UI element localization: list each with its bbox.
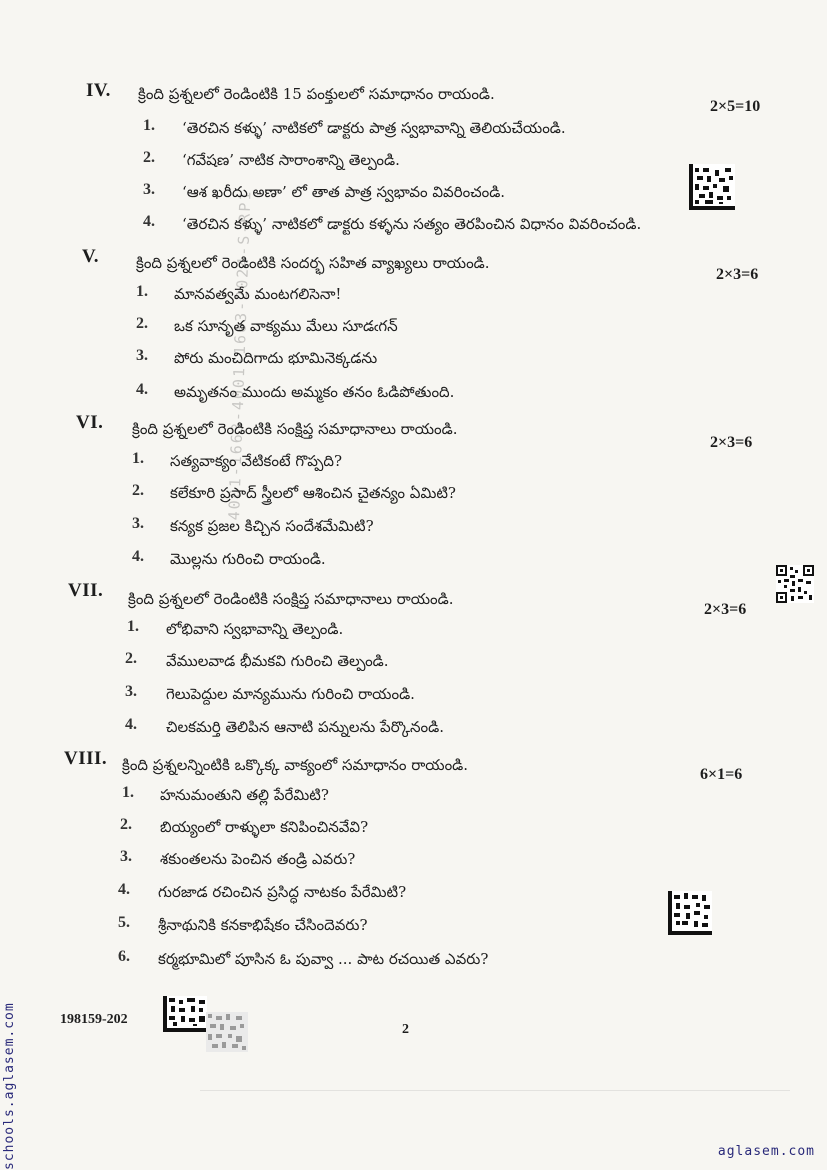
- question-text: వేములవాడ భీమకవి గురించి తెల్పండి.: [166, 652, 389, 670]
- question-text: శకుంతలను పెంచిన తండ్రి ఎవరు?: [160, 850, 356, 868]
- section-marks: 2×5=10: [710, 98, 761, 115]
- faded-datamatrix-code-icon: [206, 1012, 248, 1052]
- side-watermark: schools.aglasem.com: [2, 1002, 17, 1170]
- question-number: 1.: [122, 784, 134, 801]
- corner-watermark: aglasem.com: [717, 1144, 815, 1159]
- datamatrix-code-icon: [668, 891, 712, 935]
- page-number: 2: [402, 1022, 409, 1037]
- section-number: VI.: [76, 412, 104, 433]
- question-number: 4.: [143, 213, 155, 230]
- section-number: V.: [82, 246, 100, 267]
- question-text: కర్మభూమిలో పూసిన ఓ పువ్వా ... పాట రచయిత ఎవరు?: [158, 950, 489, 968]
- question-text: మానవత్వమే మంటగలిసెనా!: [174, 285, 342, 303]
- question-text: ‘తెరచిన కళ్ళు’ నాటికలో డాక్టరు పాత్ర స్వభావాన్ని తెలియచేయండి.: [182, 119, 566, 137]
- question-text: లోభివాని స్వభావాన్ని తెల్పండి.: [166, 620, 344, 638]
- section-number: VIII.: [64, 748, 108, 769]
- question-text: గురజాడ రచించిన ప్రసిద్ధ నాటకం పేరేమిటి?: [158, 883, 407, 901]
- question-number: 4.: [125, 716, 137, 733]
- section-title: క్రింది ప్రశ్నలలో రెండింటికి సంక్షిప్త సమాధానాలు రాయండి.: [128, 590, 454, 608]
- question-text: మొల్లను గురించి రాయండి.: [170, 550, 326, 568]
- question-text: ‘తెరచిన కళ్ళు’ నాటికలో డాక్టరు కళ్ళను సత్యం తెరపించిన విధానం వివరించండి.: [182, 215, 642, 233]
- question-text: గెలుపెద్దుల మాన్యమును గురించి రాయండి.: [166, 685, 415, 703]
- question-number: 2.: [120, 816, 132, 833]
- question-text: బియ్యంలో రాళ్ళులా కనిపించినవేవి?: [160, 818, 369, 836]
- question-text: కన్యక ప్రజల కిచ్చిన సందేశమేమిటి?: [170, 517, 374, 535]
- qr-code-icon: [776, 565, 814, 603]
- question-text: శ్రీనాథునికి కనకాభిషేకం చేసిందెవరు?: [158, 916, 368, 934]
- section-number: VII.: [68, 580, 104, 601]
- section-marks: 6×1=6: [700, 766, 743, 783]
- paper-code: 198159-202: [60, 1012, 128, 1027]
- section-title: క్రింది ప్రశ్నలలో రెండింటికి సంక్షిప్త సమాధానాలు రాయండి.: [132, 420, 458, 438]
- question-number: 1.: [127, 618, 139, 635]
- question-number: 2.: [132, 482, 144, 499]
- section-title: క్రింది ప్రశ్నలన్నింటికి ఒక్కొక్క వాక్యంలో సమాధానం రాయండి.: [122, 756, 469, 774]
- question-text: ఒక సూనృత వాక్యము మేలు సూడఁగన్: [174, 317, 398, 335]
- question-number: 6.: [118, 948, 130, 965]
- question-number: 4.: [118, 881, 130, 898]
- section-number: IV.: [86, 80, 111, 101]
- question-number: 3.: [125, 683, 137, 700]
- question-text: హనుమంతుని తల్లి పేరేమిటి?: [160, 786, 329, 804]
- question-number: 2.: [136, 315, 148, 332]
- scan-divider-line: [200, 1090, 790, 1091]
- question-number: 4.: [136, 381, 148, 398]
- question-text: కలేకూరి ప్రసాద్ స్త్రీలలో ఆశించిన చైతన్యం ఏమిటి?: [170, 484, 456, 502]
- question-number: 3.: [136, 347, 148, 364]
- section-title: క్రింది ప్రశ్నలలో రెండింటికి సందర్భ సహిత వ్యాఖ్యలు రాయండి.: [136, 254, 490, 272]
- section-marks: 2×3=6: [716, 266, 759, 283]
- datamatrix-code-icon: [163, 996, 207, 1032]
- question-number: 1.: [143, 117, 155, 134]
- question-number: 3.: [143, 181, 155, 198]
- background-stamp: 4001-1663-4001-1663-2024-S-RP1: [225, 189, 255, 521]
- question-text: ‘ఆశ ఖరీదు అణా’ లో తాత పాత్ర స్వభావం వివరించండి.: [182, 183, 506, 201]
- question-number: 1.: [136, 283, 148, 300]
- section-title: క్రింది ప్రశ్నలలో రెండింటికి 15 పంక్తులలో సమాధానం రాయండి.: [138, 85, 495, 103]
- section-marks: 2×3=6: [710, 434, 753, 451]
- question-number: 2.: [143, 149, 155, 166]
- question-number: 2.: [125, 650, 137, 667]
- question-number: 3.: [132, 515, 144, 532]
- question-text: చిలకమర్తి తెలిపిన ఆనాటి పన్నులను పేర్కొనండి.: [166, 718, 445, 736]
- question-number: 1.: [132, 450, 144, 467]
- question-text: ‘గవేషణ’ నాటిక సారాంశాన్ని తెల్పండి.: [182, 151, 400, 169]
- datamatrix-code-icon: [689, 164, 735, 210]
- question-number: 3.: [120, 848, 132, 865]
- question-text: అమృతనం ముందు అమ్మకం తనం ఓడిపోతుంది.: [174, 383, 455, 401]
- question-number: 4.: [132, 548, 144, 565]
- question-text: సత్యవాక్యం వేటికంటే గొప్పది?: [170, 452, 343, 470]
- question-text: పోరు మంచిదిగాదు భూమినెక్కడను: [174, 349, 378, 367]
- section-marks: 2×3=6: [704, 601, 747, 618]
- question-number: 5.: [118, 914, 130, 931]
